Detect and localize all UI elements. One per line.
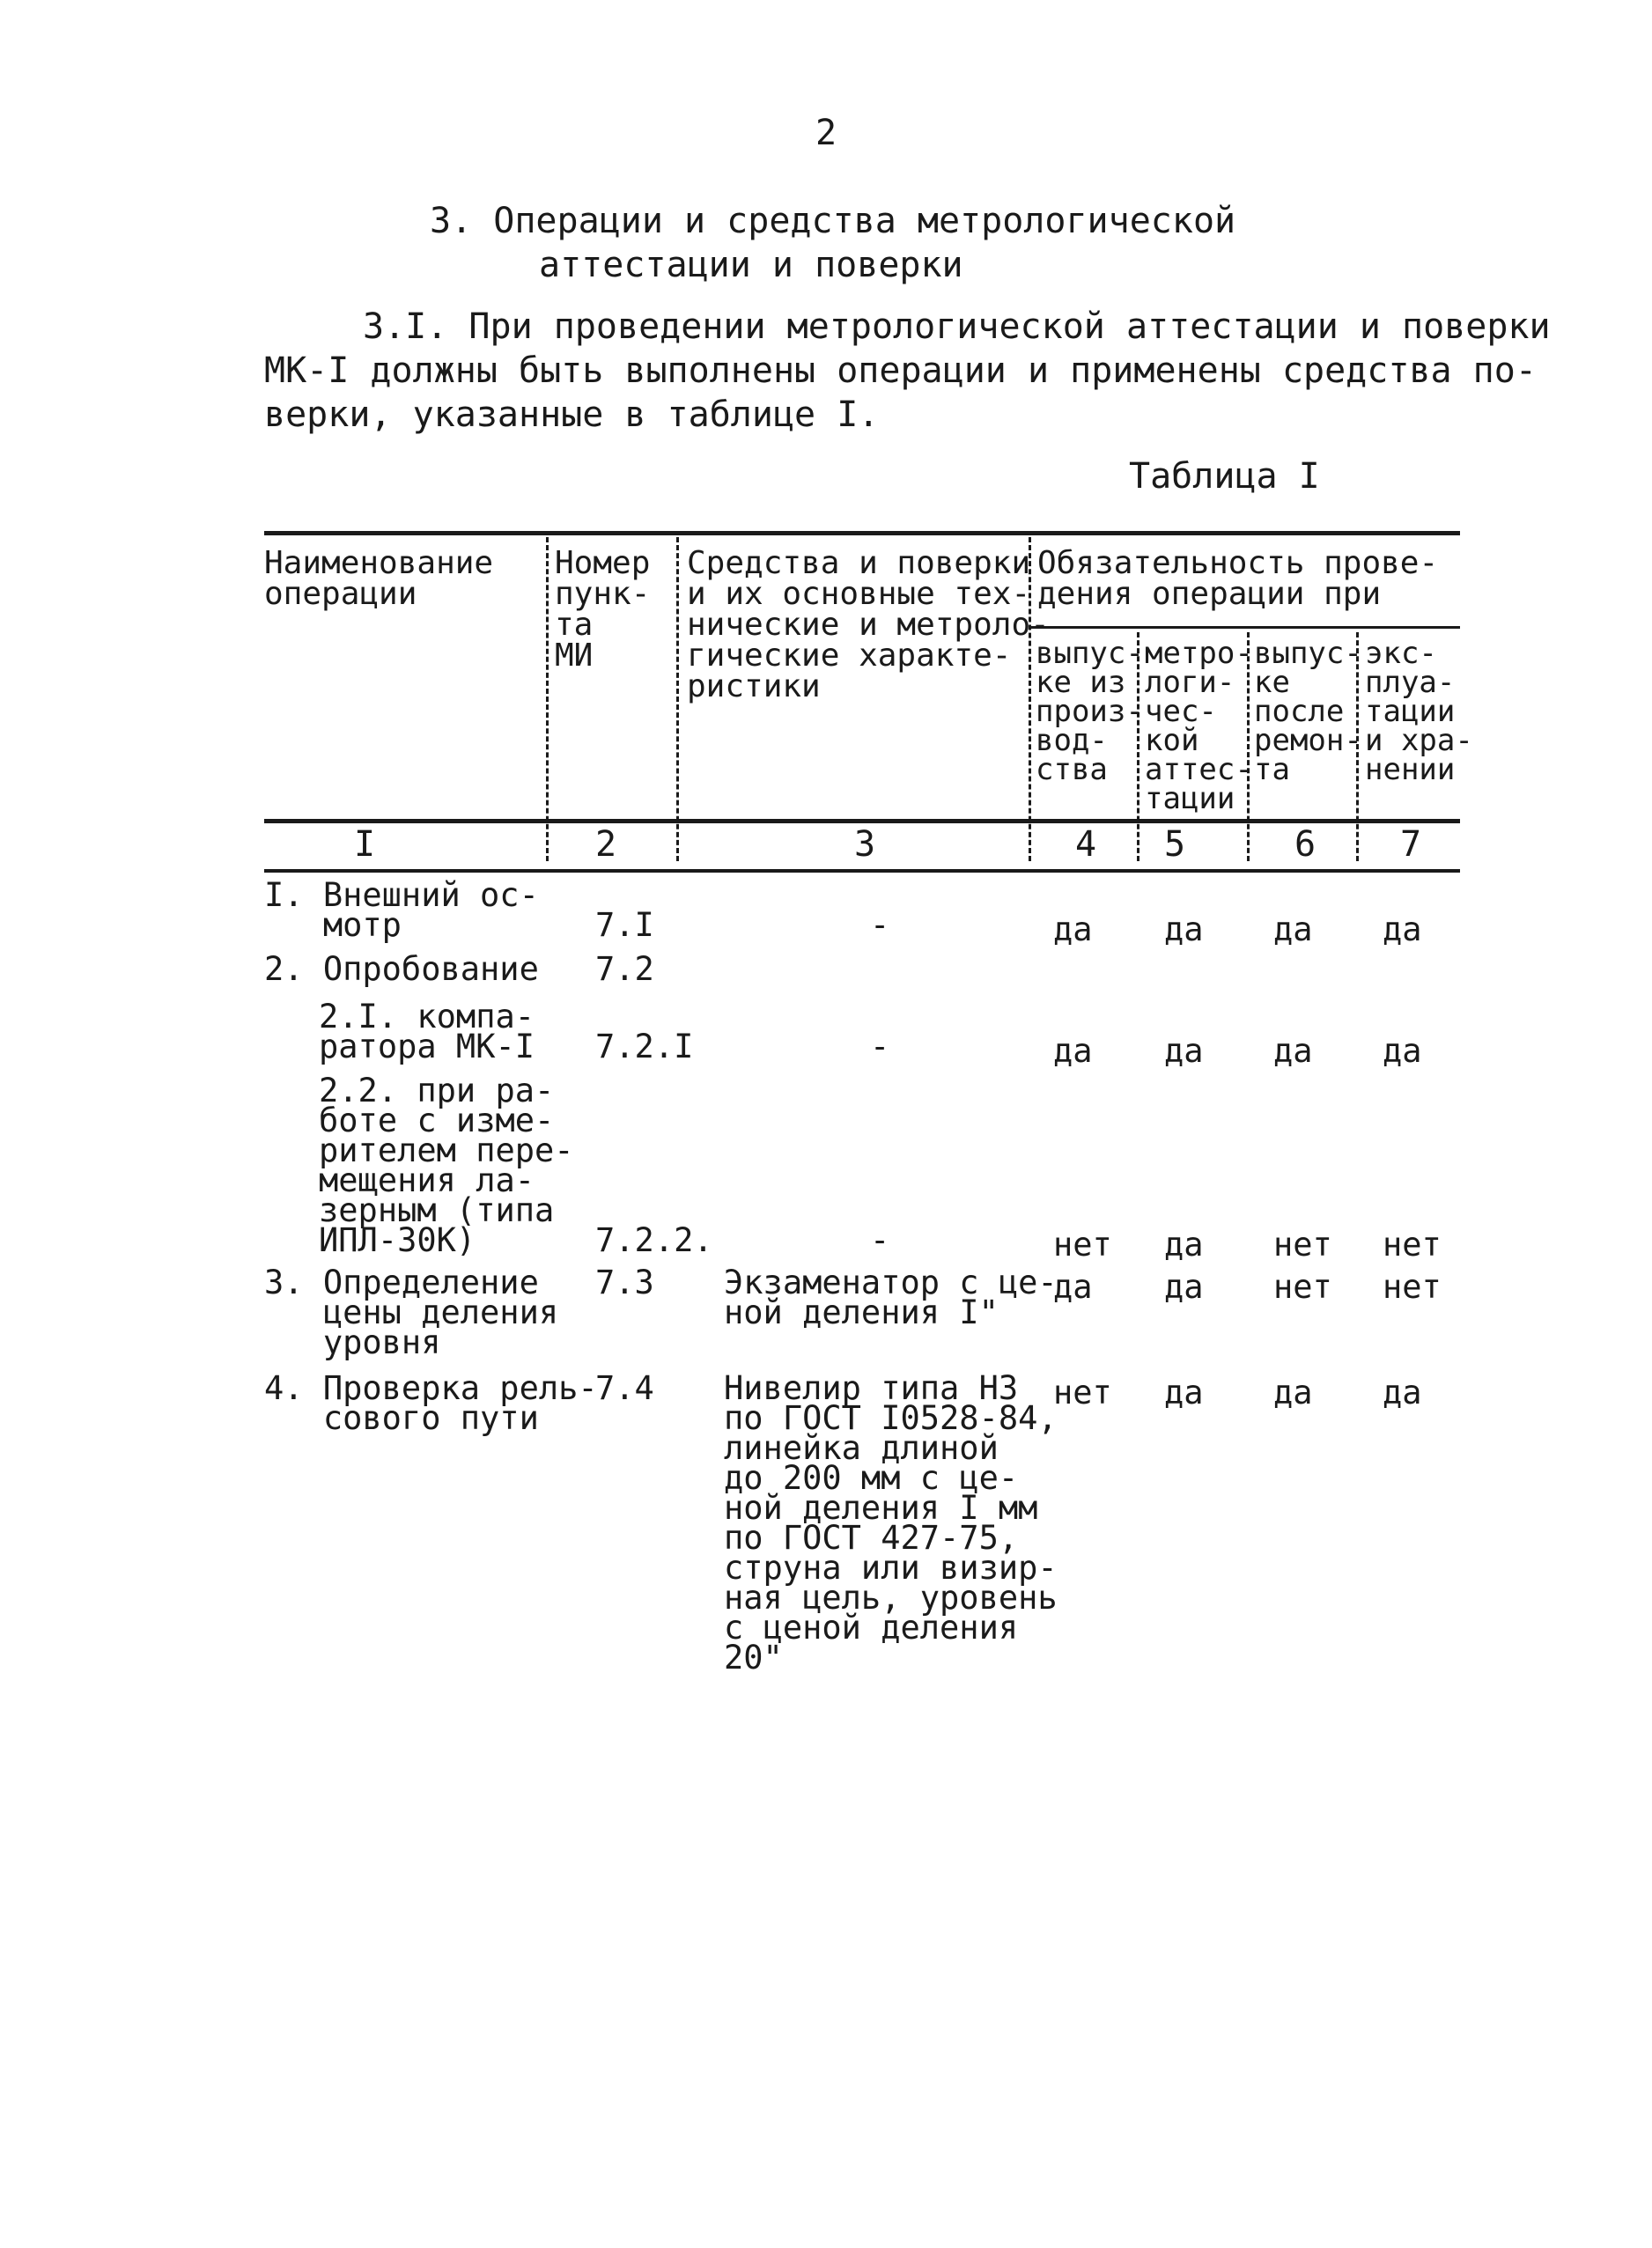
table-cell-point: 7.2.I	[595, 1028, 694, 1065]
column-number: 5	[1164, 824, 1186, 865]
table-cell-yes-no: да	[1273, 910, 1313, 948]
paragraph-line: 3.I. При проведении метрологической аттестации и поверки	[363, 306, 1551, 347]
table-cell-yes-no: да	[1383, 1374, 1422, 1411]
table-group-rule	[1030, 626, 1460, 629]
table-cell-yes-no: нет	[1053, 1226, 1112, 1264]
column-number: 3	[854, 824, 876, 865]
table-cell-operation: 3. Определение цены деления уровня	[264, 1264, 559, 1361]
table-cell-means: -	[870, 1221, 890, 1259]
table-cell-yes-no: да	[1273, 1032, 1313, 1070]
table-cell-yes-no: да	[1164, 1226, 1204, 1264]
paragraph-line: МК-I должны быть выполнены операции и применены средства по-	[264, 350, 1537, 391]
section-title: 3. Операции и средства метрологической	[430, 201, 1236, 241]
table-cell-yes-no: да	[1053, 1268, 1093, 1306]
paragraph-line: верки, указанные в таблице I.	[264, 394, 880, 435]
table-cell-operation: 2. Опробование	[264, 950, 539, 988]
table-cell-point: 7.3	[595, 1264, 654, 1301]
header-obligation-group: Обязательность прове- дения операции при	[1037, 545, 1439, 612]
table-cell-yes-no: нет	[1273, 1268, 1332, 1306]
table-cell-yes-no: нет	[1053, 1374, 1112, 1411]
table-cell-yes-no: нет	[1273, 1226, 1332, 1264]
table-cell-point: 7.2	[595, 950, 654, 988]
table-cell-means: Экзаменатор с це- ной деления I"	[724, 1264, 1058, 1331]
column-divider	[676, 537, 679, 861]
table-header-bottom-rule	[264, 819, 1460, 823]
table-cell-yes-no: нет	[1383, 1268, 1442, 1306]
table-cell-yes-no: да	[1053, 910, 1093, 948]
table-cell-yes-no: да	[1053, 1032, 1093, 1070]
table-numbers-bottom-rule	[264, 869, 1460, 873]
table-cell-means: Нивелир типа Н3 по ГОСТ I0528-84, линейка длиной до 200 мм с це- ной деления I мм по ГОСТ 427-75, струна или визир- ная цель, уровень с ценой деления 20"	[724, 1369, 1058, 1677]
header-release-production: выпус- ке из произ- вод- ства	[1036, 636, 1144, 787]
header-operation-name: Наименование операции	[264, 545, 494, 612]
table-cell-operation: 2.2. при ра- боте с изме- рителем пере- мещения ла- зерным (типа ИПЛ-30К)	[319, 1072, 574, 1259]
header-operation-storage: экс- плуа- тации и хра- нении	[1365, 636, 1473, 787]
page-number: 2	[815, 113, 837, 153]
table-cell-point: 7.2.2.	[595, 1221, 713, 1259]
table-cell-means: -	[870, 906, 890, 944]
column-number: 2	[595, 824, 617, 865]
column-number: I	[354, 824, 376, 865]
table-cell-yes-no: да	[1164, 1268, 1204, 1306]
table-cell-point: 7.I	[595, 906, 654, 944]
column-number: 7	[1400, 824, 1422, 865]
table-cell-means: -	[870, 1028, 890, 1065]
table-cell-operation: 4. Проверка рель- сового пути	[264, 1369, 598, 1437]
table-cell-yes-no: да	[1164, 910, 1204, 948]
table-cell-operation: I. Внешний ос- мотр	[264, 876, 539, 944]
column-number: 4	[1075, 824, 1097, 865]
column-number: 6	[1294, 824, 1316, 865]
table-cell-operation: 2.I. компа- ратора МК-I	[319, 998, 535, 1065]
table-cell-yes-no: да	[1383, 1032, 1422, 1070]
column-divider	[546, 537, 549, 861]
header-release-after-repair: выпус- ке после ремон- та	[1254, 636, 1362, 787]
header-point-number: Номер пунк- та МИ	[555, 545, 651, 674]
header-metrological-attestation: метро- логи- чес- кой аттес- тации	[1145, 636, 1253, 816]
table-top-rule	[264, 531, 1460, 535]
section-title-line2: аттестации и поверки	[539, 245, 963, 285]
table-cell-yes-no: да	[1383, 910, 1422, 948]
table-label: Таблица I	[1129, 456, 1320, 497]
table-cell-point: 7.4	[595, 1369, 654, 1407]
table-cell-yes-no: да	[1273, 1374, 1313, 1411]
table-cell-yes-no: да	[1164, 1374, 1204, 1411]
table-cell-yes-no: нет	[1383, 1226, 1442, 1264]
table-cell-yes-no: да	[1164, 1032, 1204, 1070]
header-means: Средства и поверки и их основные тех- нические и метроло- гические характе- ристики	[687, 545, 1050, 704]
